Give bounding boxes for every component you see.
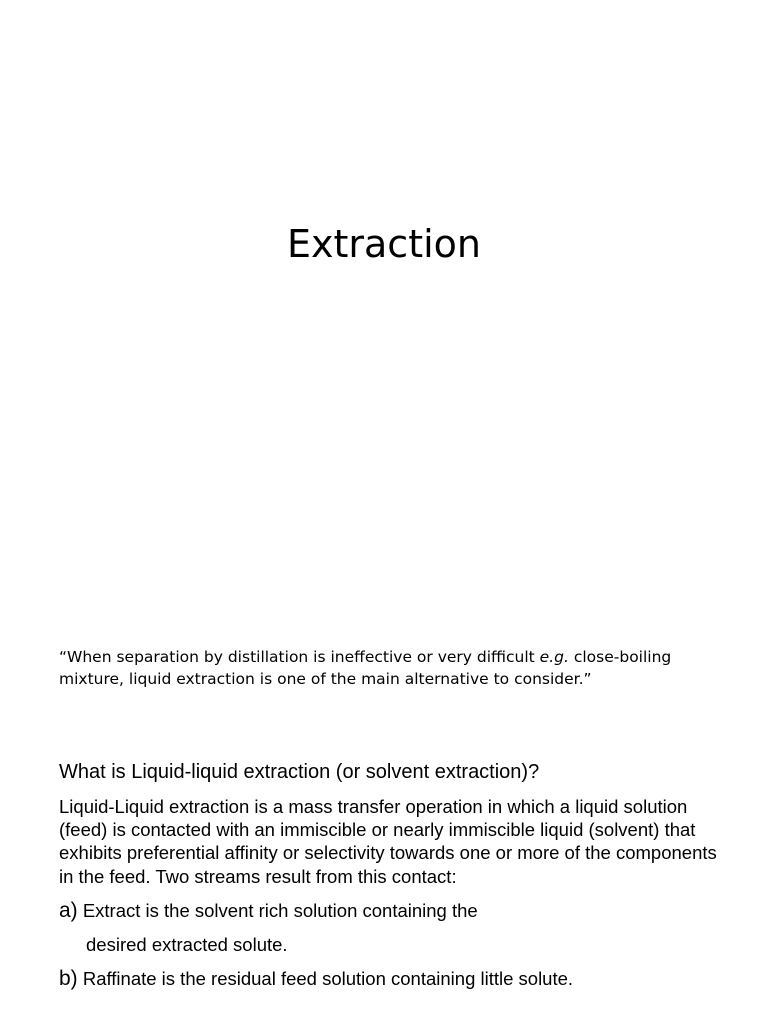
list-marker-b: b) [59,967,78,990]
list-item-raffinate [59,966,749,992]
page-title: Extraction [287,222,481,266]
list-marker-a: a) [59,899,78,922]
quote-text-start: “When separation by distillation is ineffective or very difficult [59,648,540,666]
list-item-extract [59,898,739,924]
list-item-extract-text: Extract is the solvent rich solution containing the [77,900,478,921]
quote-block [59,646,719,690]
quote-emphasis: e.g. [539,648,569,666]
quote-text-end: close-boiling mixture, liquid extraction is one of the main alternative to consider.” [59,648,672,688]
list-item-extract-continuation: desired extracted solute. [86,934,288,955]
section-question: What is Liquid-liquid extraction (or solvent extraction)? [59,761,540,783]
list-item-raffinate-text: Raffinate is the residual feed solution containing little solute. [77,968,574,989]
definition-paragraph: Liquid-Liquid extraction is a mass transfer operation in which a liquid solution (feed) is contacted with an immiscible or nearly immiscible liquid (solvent) that exhibits preferential affinity or selectivity towards one or more of the components in the feed. Two streams result from this contact: [59,796,717,887]
